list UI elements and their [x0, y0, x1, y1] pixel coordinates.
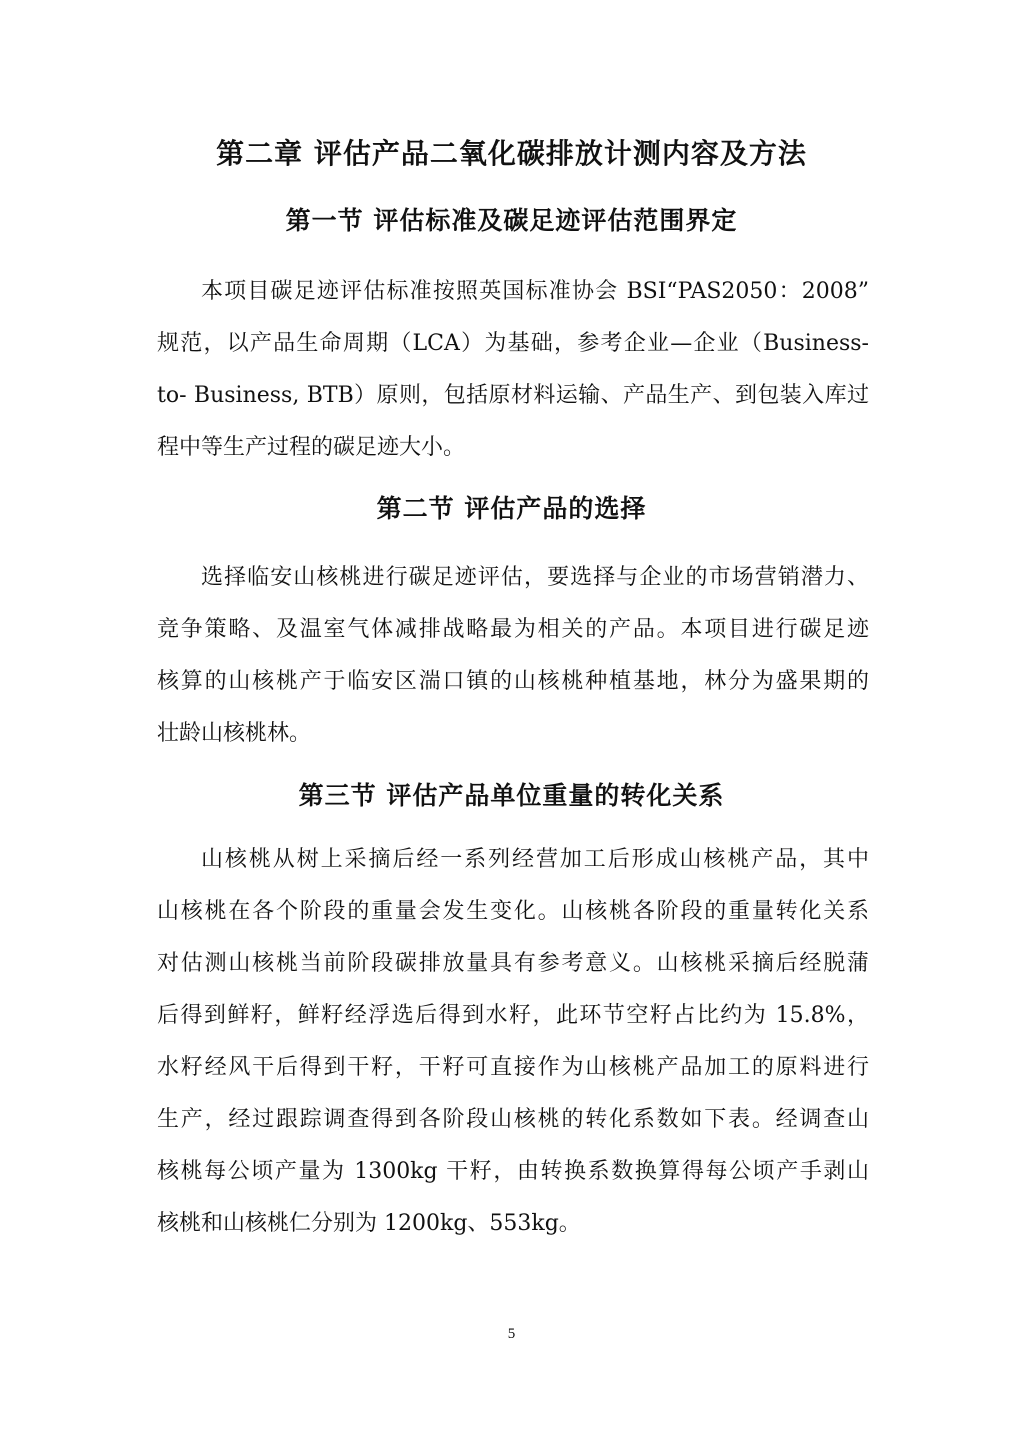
paragraph-line: 程中等生产过程的碳足迹大小。: [157, 435, 466, 460]
paragraph-line: 本项目碳足迹评估标准按照英国标准协会 BSI“PAS2050：2008”: [201, 279, 869, 304]
paragraph-line: 核桃每公顷产量为 1300kg 干籽，由转换系数换算得每公顷产手剥山: [157, 1159, 869, 1184]
section-title-2: 第二节 评估产品的选择: [376, 494, 647, 523]
paragraph-line: 水籽经风干后得到干籽，干籽可直接作为山核桃产品加工的原料进行: [157, 1055, 869, 1080]
paragraph-line: to- Business, BTB）原则，包括原材料运输、产品生产、到包装入库过: [157, 383, 869, 408]
section-title-1: 第一节 评估标准及碳足迹评估范围界定: [285, 206, 738, 235]
paragraph-line: 壮龄山核桃林。: [157, 721, 312, 746]
section-1-paragraph: [157, 266, 869, 474]
paragraph-line: 对估测山核桃当前阶段碳排放量具有参考意义。山核桃采摘后经脱蒲: [157, 951, 869, 976]
paragraph-line: 后得到鲜籽，鲜籽经浮选后得到水籽，此环节空籽占比约为 15.8%，: [157, 1003, 869, 1028]
paragraph-line: 山核桃在各个阶段的重量会发生变化。山核桃各阶段的重量转化关系: [157, 899, 869, 924]
paragraph-line: 规范，以产品生命周期（LCA）为基础，参考企业—企业（Business-: [157, 331, 869, 356]
paragraph-line: 核桃和山核桃仁分别为 1200kg、553kg。: [157, 1211, 581, 1236]
paragraph-line: 竞争策略、及温室气体减排战略最为相关的产品。本项目进行碳足迹: [157, 617, 869, 642]
section-title-3: 第三节 评估产品单位重量的转化关系: [298, 781, 725, 810]
section-2-paragraph: [157, 552, 869, 760]
paragraph-line: 核算的山核桃产于临安区湍口镇的山核桃种植基地，林分为盛果期的: [157, 669, 869, 694]
chapter-title: 第二章 评估产品二氧化碳排放计测内容及方法: [216, 137, 807, 170]
paragraph-line: 山核桃从树上采摘后经一系列经营加工后形成山核桃产品，其中: [201, 847, 869, 872]
paragraph-line: 生产，经过跟踪调查得到各阶段山核桃的转化系数如下表。经调查山: [157, 1107, 869, 1132]
section-3-paragraph: [157, 834, 869, 1250]
page-number: 5: [507, 1326, 516, 1342]
paragraph-line: 选择临安山核桃进行碳足迹评估，要选择与企业的市场营销潜力、: [201, 565, 869, 590]
